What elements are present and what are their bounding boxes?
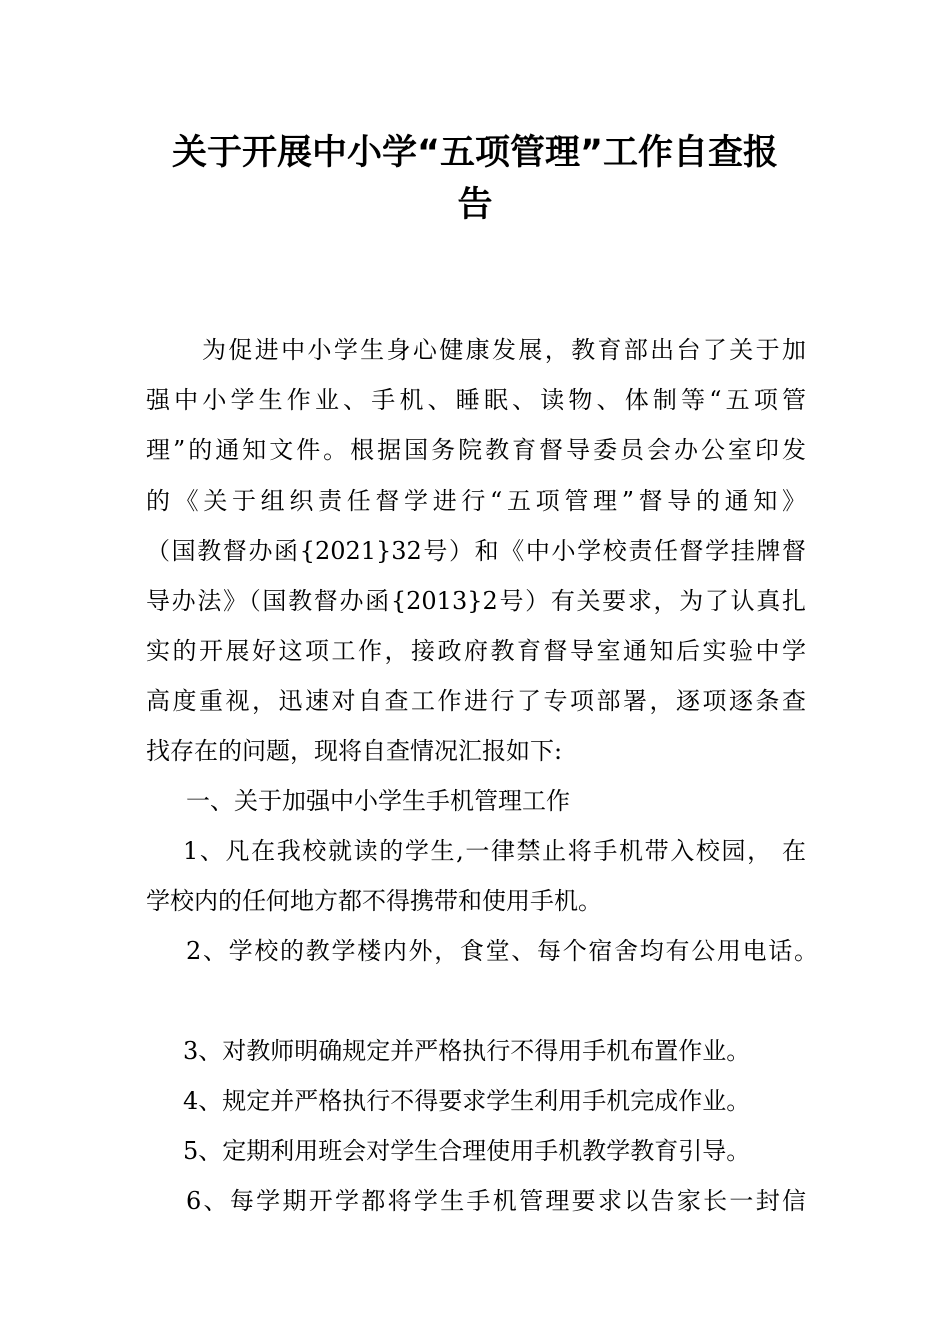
intro-line-9: 找存在的问题，现将自查情况汇报如下: <box>146 737 563 765</box>
document-title: 关于开展中小学“五项管理”工作自查报 <box>171 133 778 173</box>
intro-line-1: 为促进中小学生身心健康发展，教育部出台了关于加 <box>202 336 806 364</box>
item-4: 4、规定并严格执行不得要求学生利用手机完成作业。 <box>183 1087 751 1115</box>
intro-line-4: 的《关于组织责任督学进行“五项管理”督导的通知》 <box>146 487 806 515</box>
document-title-continued: 告 <box>457 185 493 225</box>
item-5: 5、定期利用班会对学生合理使用手机教学教育引导。 <box>183 1137 751 1165</box>
intro-line-2: 强中小学生作业、手机、睡眠、读物、体制等“五项管 <box>146 386 806 414</box>
intro-line-6: 导办法》（国教督办函{2013}2号）有关要求，为了认真扎 <box>146 587 806 615</box>
intro-line-5: （国教督办函{2021}32号）和《中小学校责任督学挂牌督 <box>146 537 806 565</box>
item-3: 3、对教师明确规定并严格执行不得用手机布置作业。 <box>183 1037 751 1065</box>
item-1-line-1: 1、凡在我校就读的学生,一律禁止将手机带入校园， 在 <box>183 837 806 865</box>
item-1-line-2: 学校内的任何地方都不得携带和使用手机。 <box>146 887 602 915</box>
intro-line-7: 实的开展好这项工作，接政府教育督导室通知后实验中学 <box>146 637 806 665</box>
intro-line-8: 高度重视，迅速对自查工作进行了专项部署，逐项逐条查 <box>146 687 806 715</box>
intro-line-3: 理”的通知文件。根据国务院教育督导委员会办公室印发 <box>146 436 806 464</box>
item-2: 2、学校的教学楼内外，食堂、每个宿舍均有公用电话。 <box>186 937 818 965</box>
section-heading-phone-management: 一、关于加强中小学生手机管理工作 <box>186 787 570 815</box>
item-6: 6、每学期开学都将学生手机管理要求以告家长一封信 <box>186 1187 806 1215</box>
